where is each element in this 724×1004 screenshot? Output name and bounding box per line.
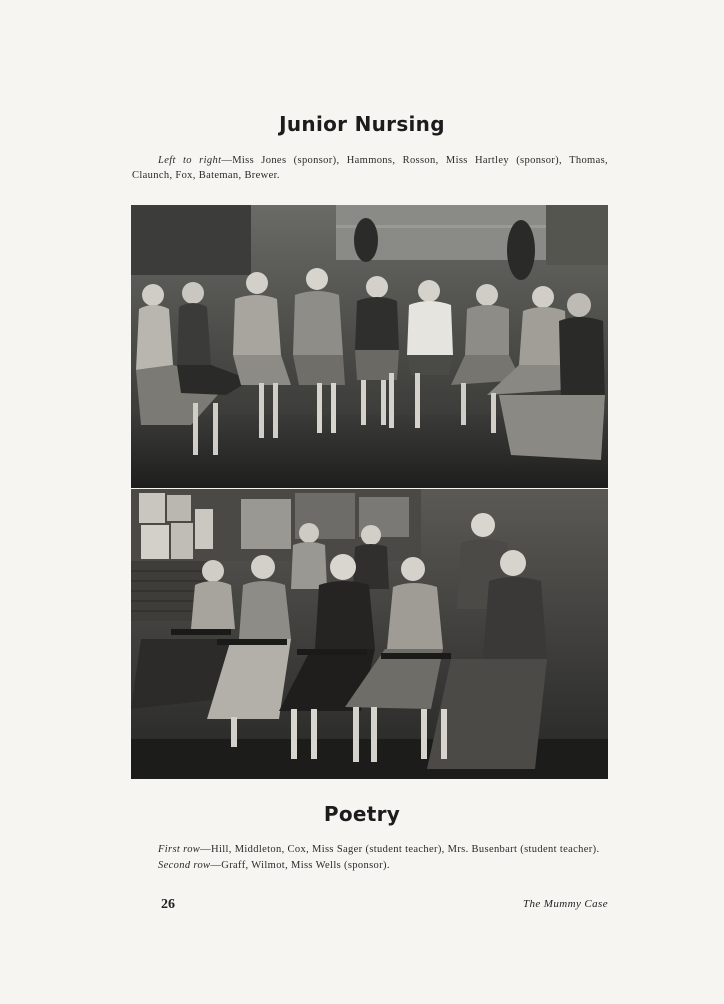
caption-lead: Left to right (158, 155, 222, 166)
first-row-lead: First row (158, 844, 201, 855)
junior-nursing-title: Junior Nursing (279, 112, 445, 136)
page-number: 26 (161, 897, 175, 912)
second-row-names: —Graff, Wilmot, Miss Wells (sponsor). (210, 860, 390, 871)
publication-name: The Mummy Case (522, 898, 608, 910)
caption-names: —Miss Jones (sponsor), Hammons, Rosson, Miss Hartley (sponsor), Thomas, Claunch, Fox, Bateman, Brewer. (132, 155, 608, 181)
group-photo-illustration (131, 489, 608, 779)
poetry-caption (132, 842, 608, 873)
poetry-photo (131, 489, 608, 779)
first-row-names: —Hill, Middleton, Cox, Miss Sager (student teacher), Mrs. Busenbart (student teacher). (200, 844, 600, 855)
junior-nursing-caption (132, 153, 608, 183)
group-photo-illustration (131, 205, 608, 488)
poetry-title: Poetry (323, 802, 401, 826)
junior-nursing-photo (131, 205, 608, 488)
second-row-lead: Second row (158, 860, 211, 871)
